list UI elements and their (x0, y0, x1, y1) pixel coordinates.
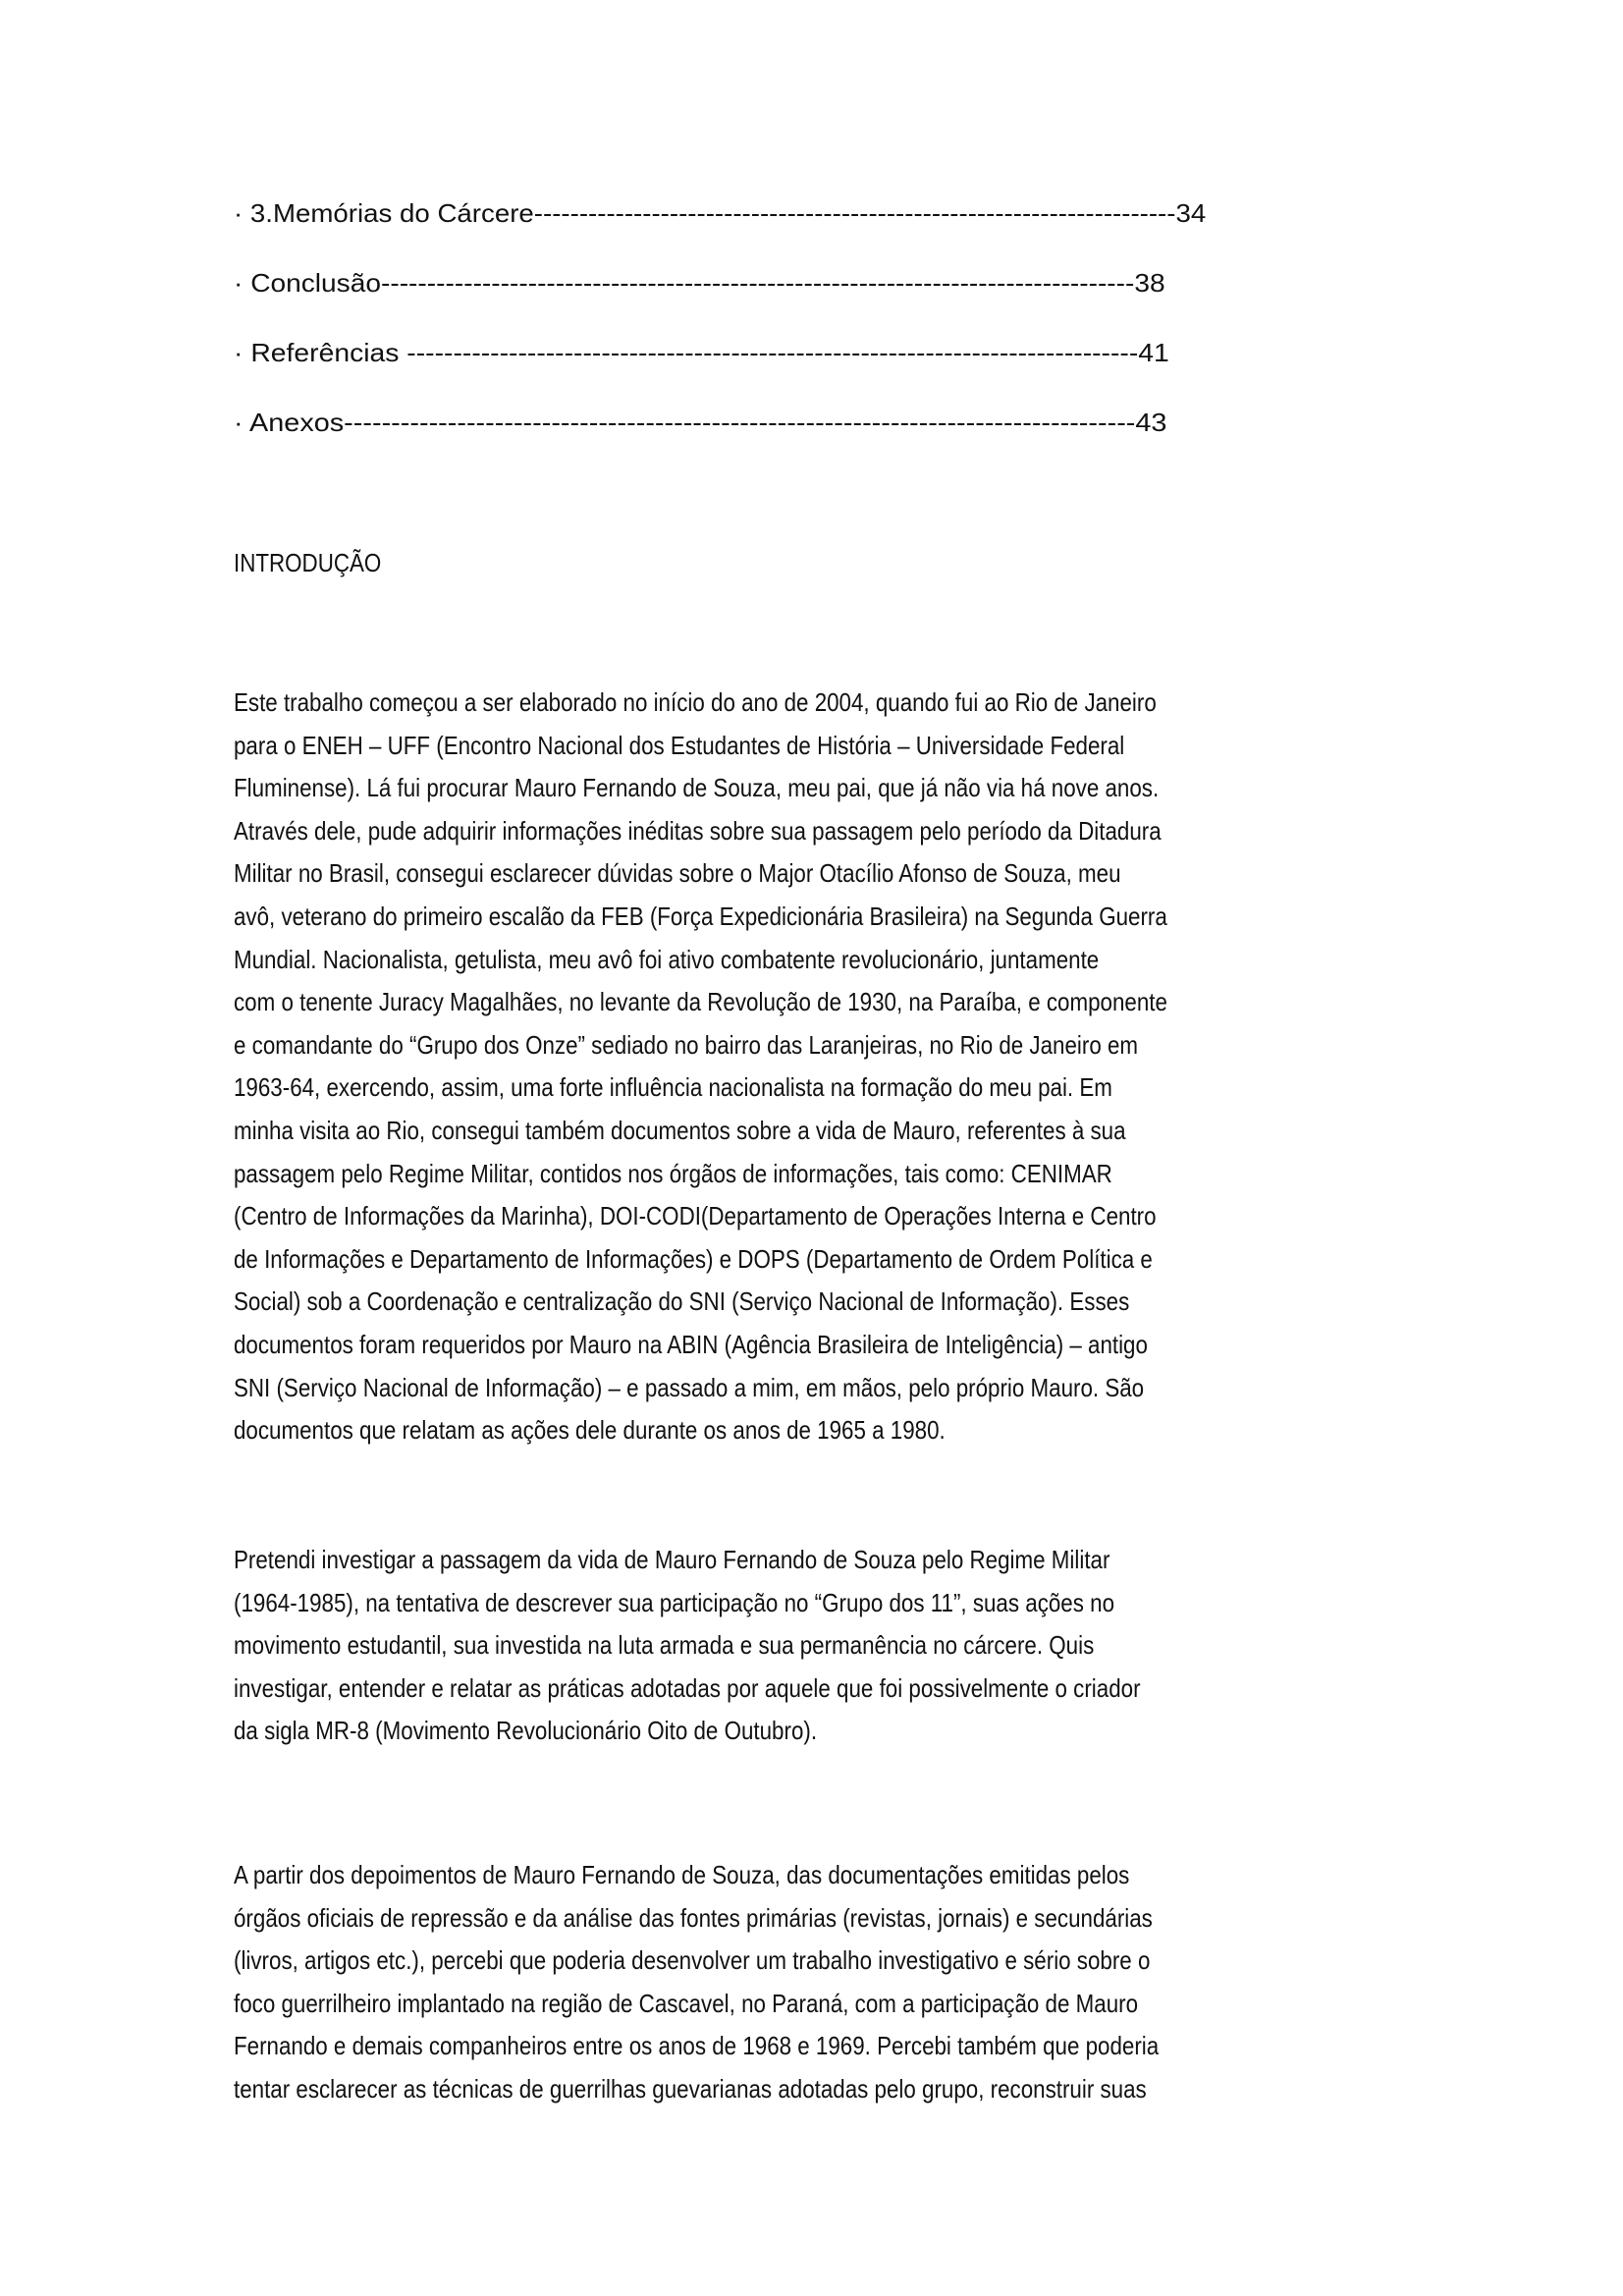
toc-title: Anexos (249, 408, 345, 437)
toc-title: Referências (250, 338, 407, 367)
paragraph-line: SNI (Serviço Nacional de Informação) – e passado a mim, em mãos, pelo próprio Mauro. São (234, 1372, 1145, 1402)
paragraph-line: (1964-1985), na tentativa de descrever sua participação no “Grupo dos 11”, suas ações no (234, 1587, 1115, 1617)
paragraph-line: Este trabalho começou a ser elaborado no início do ano de 2004, quando fui ao Rio de Janeiro (234, 687, 1157, 717)
paragraph-line: da sigla MR-8 (Movimento Revolucionário Oito de Outubro). (234, 1716, 818, 1746)
paragraph-line: tentar esclarecer as técnicas de guerrilhas guevarianas adotadas pelo grupo, reconstruir suas (234, 2074, 1147, 2104)
section-heading: INTRODUÇÃO (234, 548, 382, 577)
toc-bullet: · (234, 268, 243, 298)
toc-page-number: 43 (1135, 408, 1167, 437)
paragraph-line: para o ENEH – UFF (Encontro Nacional dos Estudantes de História – Universidade Federal (234, 730, 1125, 760)
paragraph-line: movimento estudantil, sua investida na luta armada e sua permanência no cárcere. Quis (234, 1630, 1095, 1661)
toc-bullet: · (234, 408, 243, 437)
toc-entry (234, 268, 1165, 298)
paragraph-line: Fernando e demais companheiros entre os anos de 1968 e 1969. Percebi também que poderia (234, 2031, 1160, 2061)
paragraph-line: A partir dos depoimentos de Mauro Fernando de Souza, das documentações emitidas pelos (234, 1860, 1130, 1889)
paragraph-line: e comandante do “Grupo dos Onze” sediado no bairro das Laranjeiras, no Rio de Janeiro em (234, 1029, 1139, 1060)
paragraph-line: Mundial. Nacionalista, getulista, meu avô foi ativo combatente revolucionário, juntamente (234, 944, 1100, 974)
paragraph-line: (Centro de Informações da Marinha), DOI-CODI(Departamento de Operações Interna e Centro (234, 1201, 1157, 1231)
toc-page-number: 41 (1138, 338, 1169, 367)
toc-entry (234, 198, 1206, 228)
toc-leader: ----------------------------------------------------------------------- (533, 198, 1176, 228)
paragraph-line: com o tenente Juracy Magalhães, no levante da Revolução de 1930, na Paraíba, e componente (234, 987, 1167, 1017)
paragraph-line: passagem pelo Regime Militar, contidos nos órgãos de informações, tais como: CENIMAR (234, 1158, 1112, 1188)
toc-title: 3.Memórias do Cárcere (249, 198, 534, 228)
paragraph-line: (livros, artigos etc.), percebi que poderia desenvolver um trabalho investigativo e sério sobre o (234, 1945, 1151, 1976)
paragraph-line: de Informações e Departamento de Informações) e DOPS (Departamento de Ordem Política e (234, 1243, 1153, 1274)
toc-leader: ------------------------------------------------------------------------------------ (344, 408, 1136, 437)
paragraph-line: Fluminense). Lá fui procurar Mauro Fernando de Souza, meu pai, que já não via há nove anos. (234, 773, 1160, 803)
toc-bullet: · (234, 338, 243, 367)
paragraph-line: Militar no Brasil, consegui esclarecer dúvidas sobre o Major Otacílio Afonso de Souza, meu (234, 858, 1121, 889)
paragraph-line: investigar, entender e relatar as práticas adotadas por aquele que foi possivelmente o criador (234, 1672, 1141, 1703)
paragraph-line: documentos que relatam as ações dele durante os anos de 1965 a 1980. (234, 1415, 946, 1446)
toc-bullet: · (234, 198, 243, 228)
paragraph-line: foco guerrilheiro implantado na região de Cascavel, no Paraná, com a participação de Mauro (234, 1988, 1139, 2018)
toc-page-number: 38 (1134, 268, 1165, 298)
toc-leader: ---------------------------------------------------------------------------------- (380, 268, 1135, 298)
paragraph-line: avô, veterano do primeiro escalão da FEB (Força Expedicionária Brasileira) na Segunda Guerra (234, 902, 1167, 931)
toc-page-number: 34 (1175, 198, 1207, 228)
paragraph-line: Pretendi investigar a passagem da vida de Mauro Fernando de Souza pelo Regime Militar (234, 1545, 1110, 1574)
paragraph-line: órgãos oficiais de repressão e da análise das fontes primárias (revistas, jornais) e secundárias (234, 1902, 1153, 1933)
toc-title: Conclusão (250, 268, 381, 298)
toc-leader: ------------------------------------------------------------------------------- (406, 338, 1139, 367)
paragraph-line: Através dele, pude adquirir informações inéditas sobre sua passagem pelo período da Ditadura (234, 815, 1162, 846)
paragraph-line: Social) sob a Coordenação e centralização do SNI (Serviço Nacional de Informação). Esses (234, 1286, 1130, 1317)
toc-entry (234, 408, 1166, 437)
paragraph-line: minha visita ao Rio, consegui também documentos sobre a vida de Mauro, referentes à sua (234, 1116, 1126, 1145)
paragraph-line: 1963-64, exercendo, assim, uma forte influência nacionalista na formação do meu pai. Em (234, 1072, 1112, 1103)
paragraph-line: documentos foram requeridos por Mauro na ABIN (Agência Brasileira de Inteligência) – antigo (234, 1330, 1148, 1359)
toc-entry (234, 338, 1169, 367)
